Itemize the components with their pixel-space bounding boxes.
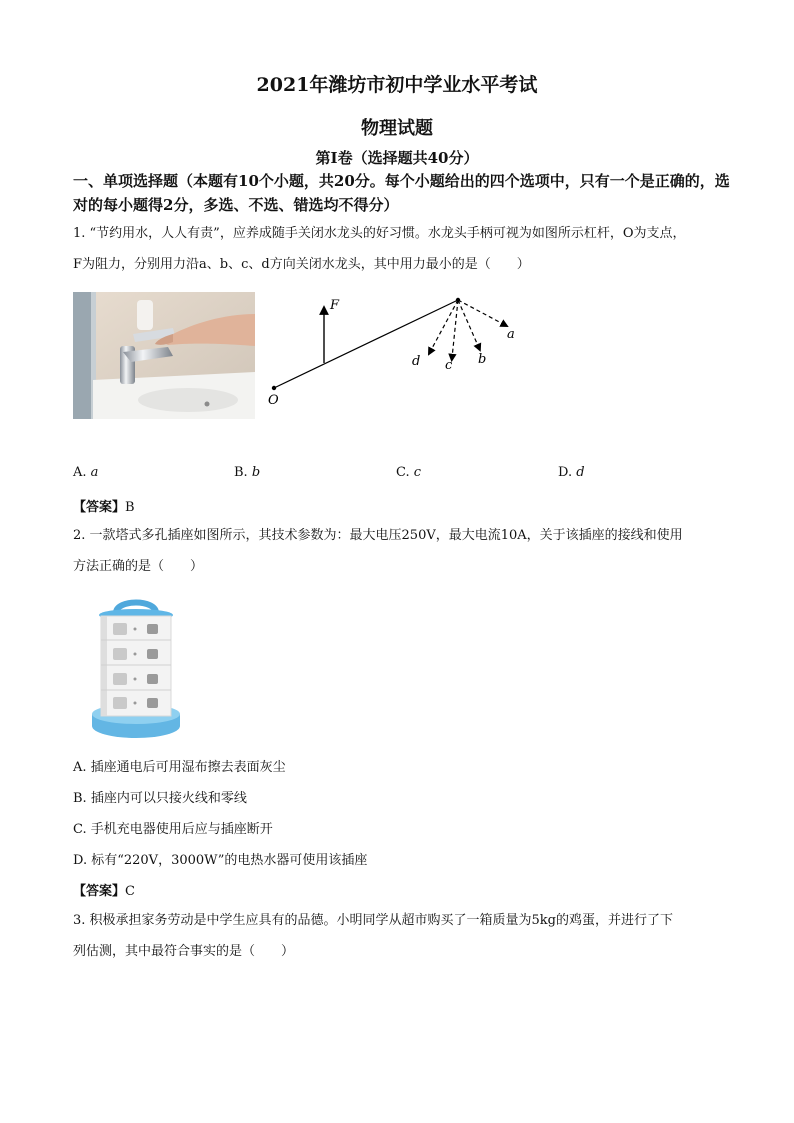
q2-line1: 2. 一款塔式多孔插座如图所示，其技术参数为：最大电压250V，最大电流10A，关于该插座的接线和使用 bbox=[73, 528, 683, 543]
direction-b-arrow bbox=[458, 300, 479, 348]
q1-option-c[interactable] bbox=[396, 465, 421, 480]
option-value: d bbox=[576, 465, 585, 480]
subject-title: 物理试题 bbox=[361, 118, 433, 139]
option-value: b bbox=[251, 465, 261, 480]
answer-label: 【答案】 bbox=[73, 500, 126, 515]
lever-rod bbox=[274, 300, 458, 388]
option-label: B. bbox=[234, 465, 248, 480]
answer-value: C bbox=[125, 884, 135, 899]
direction-a-arrow bbox=[458, 300, 505, 325]
q2-option-c[interactable]: C. 手机充电器使用后应与插座断开 bbox=[73, 822, 273, 837]
q1-line2: F为阻力，分别用力沿a、b、c、d方向关闭水龙头，其中用力最小的是（ ） bbox=[73, 257, 530, 272]
q2-line2: 方法正确的是（ ） bbox=[73, 559, 204, 574]
q3-line1: 3. 积极承担家务劳动是中学生应具有的品德。小明同学从超市购买了一箱质量为5kg的鸡蛋，并进行了下 bbox=[73, 913, 674, 928]
q1-option-a[interactable] bbox=[73, 465, 98, 480]
volume-title: 第I卷（选择题共40分） bbox=[315, 149, 479, 167]
section-heading: 一、单项选择题（本题有10个小题，共20分。每个小题给出的四个选项中，只有一个是正确的，选对的每小题得2分，多选、不选、错选均不得分） bbox=[73, 172, 730, 214]
q1-option-b[interactable] bbox=[234, 465, 260, 480]
q2-answer bbox=[73, 880, 135, 899]
q2-option-b[interactable]: B. 插座内可以只接火线和零线 bbox=[73, 791, 247, 806]
q1-answer bbox=[73, 496, 135, 515]
label-o: O bbox=[268, 393, 279, 408]
q2-option-d[interactable]: D. 标有“220V，3000W”的电热水器可使用该插座 bbox=[73, 853, 368, 868]
fulcrum-point bbox=[272, 386, 276, 390]
option-value: c bbox=[413, 465, 422, 480]
q1-option-d[interactable] bbox=[558, 465, 585, 480]
q3-line2: 列估测，其中最符合事实的是（ ） bbox=[73, 944, 295, 959]
label-a: a bbox=[507, 327, 515, 342]
q1-line1: 1. “节约用水，人人有责”，应养成随手关闭水龙头的好习惯。水龙头手柄可视为如图所示杠杆，O为支点， bbox=[73, 226, 686, 241]
option-label: D. bbox=[558, 465, 573, 480]
answer-value: B bbox=[125, 500, 135, 515]
label-c: c bbox=[445, 358, 453, 373]
label-b: b bbox=[478, 352, 487, 367]
lever-diagram bbox=[262, 292, 552, 410]
q2-option-a[interactable]: A. 插座通电后可用湿布擦去表面灰尘 bbox=[73, 760, 286, 775]
exam-title: 2021年潍坊市初中学业水平考试 bbox=[256, 74, 538, 96]
label-f: F bbox=[330, 298, 340, 313]
option-value: a bbox=[90, 465, 99, 480]
answer-label: 【答案】 bbox=[73, 884, 126, 899]
faucet-photo bbox=[73, 292, 255, 419]
option-label: A. bbox=[73, 465, 87, 480]
tower-socket-photo bbox=[89, 596, 183, 740]
label-d: d bbox=[412, 354, 421, 369]
option-label: C. bbox=[396, 465, 410, 480]
